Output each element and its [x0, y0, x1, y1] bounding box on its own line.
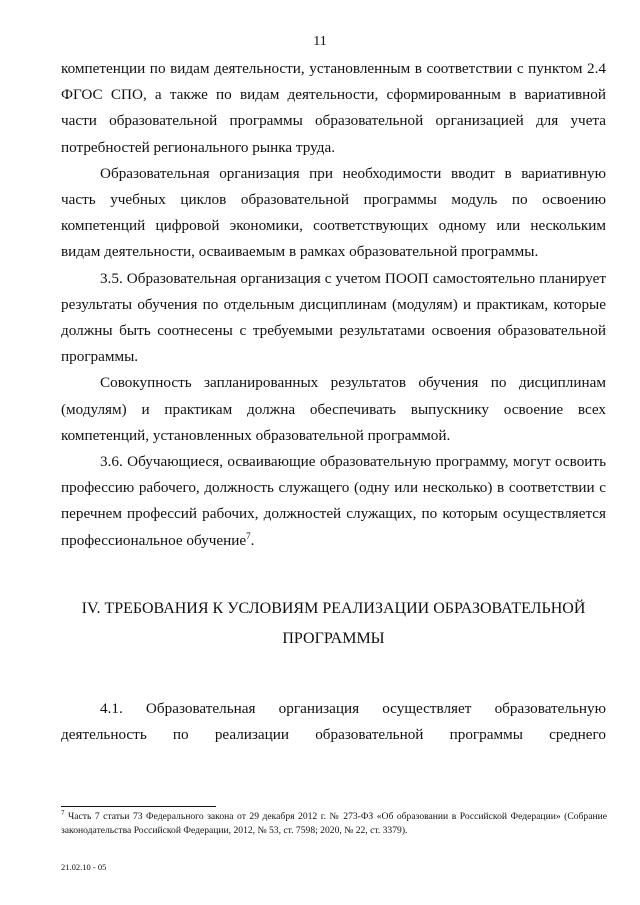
footnote-text: Часть 7 статьи 73 Федерального закона от 29 декабря 2012 г. № 273-ФЗ «Об образовании в Российской Федерации» (Собрание законодательства Российской Федерации, 2012, № 53, ст. 7598; 2020, № 22, ст. 3379). — [61, 811, 607, 836]
paragraph-continuation: компетенции по видам деятельности, установленным в соответствии с пунктом 2.4 ФГОС СПО, а также по видам деятельности, сформированным в вариативной части образовательной программы образовательной организацией для учета потребностей регионального рынка труда. — [61, 60, 606, 156]
footnote-separator — [61, 806, 216, 807]
document-code: 21.02.10 - 05 — [61, 862, 107, 872]
section-heading — [61, 594, 606, 654]
paragraph-3-6-text: 3.6. Обучающиеся, осваивающие образовательную программу, могут освоить профессию рабочего, должность служащего (одну или несколько) в соответствии с перечнем профессий рабочих, должностей служащих, по которым осуществляется профессиональное обучение — [61, 453, 606, 549]
paragraph-learning-outcomes: Совокупность запланированных результатов обучения по дисциплинам (модулям) и практикам должна обеспечивать выпускнику освоение всех компетенций, установленных образовательной программой. — [61, 374, 606, 444]
document-body — [61, 56, 606, 748]
paragraph-3-5: 3.5. Образовательная организация с учетом ПООП самостоятельно планирует результаты обучения по отдельным дисциплинам (модулям) и практикам, которые должны быть соотнесены с требуемыми результатами освоения образовательной программы. — [61, 269, 606, 366]
page-number: 11 — [313, 34, 327, 49]
paragraph-digital-economy: Образовательная организация при необходимости вводит в вариативную часть учебных циклов образовательной программы модуль по освоению компетенций цифровой экономики, соответствующих одному или нескольким видам деятельности, осваиваемым в рамках образовательной программы. — [61, 164, 606, 261]
footnote-marker: 7 — [61, 808, 65, 817]
paragraph-3-6: 3.6. Обучающиеся, осваивающие образовательную программу, могут освоить профессию рабочего, должность служащего (одну или несколько) в соответствии с перечнем профессий рабочих, должностей служащих, по которым осуществляется профессиональное обучение$^7$. — [61, 453, 606, 549]
paragraph-4-1: 4.1. Образовательная организация осуществляет образовательную деятельность по реализации образовательной программы среднего — [61, 699, 606, 744]
footnote-reference: 7 — [246, 530, 251, 541]
section-heading-line-1: IV. ТРЕБОВАНИЯ К УСЛОВИЯМ РЕАЛИЗАЦИИ ОБРАЗОВАТЕЛЬНОЙ — [81, 599, 586, 617]
footnote — [61, 810, 607, 837]
section-heading-line-2: ПРОГРАММЫ — [282, 629, 385, 647]
